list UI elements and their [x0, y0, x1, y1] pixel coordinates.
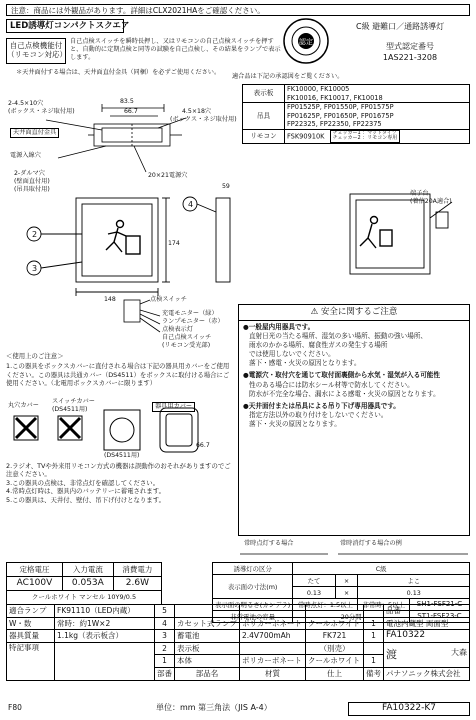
usage-notes-2	[6, 462, 232, 504]
usage-item: 4.常時点灯時は、器具内のバッテリーに蓄電されます。	[6, 487, 165, 496]
led-label: 点検表示灯	[162, 326, 193, 333]
knockout-label: (壁面直付用)	[14, 178, 50, 185]
usage-item: 1.この器具をボックスカバーに直付される場合は下記の器具用カバーをご使用ください。この器具は共通カバー（DS4511）をボックスに取付ける場合にご使用ください。（北電用ボックスカバーに限ります）	[6, 362, 230, 388]
cond-val: ×	[335, 575, 358, 587]
table-row	[213, 563, 470, 575]
cond-val: 常時点灯：1.5以上	[293, 599, 358, 611]
safety-line: 直射日光の当たる場所、湿気の多い場所、振動の強い場所、	[249, 332, 428, 341]
table-row	[7, 630, 470, 643]
parts-cell: 本体	[175, 655, 240, 668]
parts-cell: 2.4V700mAh	[240, 630, 306, 643]
safety-head: ●一般屋内用器具です。	[243, 323, 315, 331]
cond-key: 表示面の寸法(m)	[213, 575, 293, 599]
parts-cell: ポリカーボネート	[240, 617, 306, 630]
conform-line: FK10000, FK10005	[287, 85, 350, 93]
parts-cell: 1	[364, 617, 384, 630]
ceiling-note: ＊天井面付する場合は、天井面直付金具（同梱）を必ずご使用ください。	[16, 69, 221, 76]
safety-line: 雨水のかかる場所、腐食性ガスの発生する場所	[249, 341, 388, 350]
remote-note-line: チェッカー1 ：マットタイプ	[332, 129, 397, 136]
parts-cell	[364, 605, 384, 618]
notice-banner: 注意：商品には外観品があります。詳細はCLX2021HAをご確認ください。	[6, 4, 470, 16]
conform-line: FSK90910K	[287, 132, 325, 141]
other-label: 自己点検スイッチ	[162, 334, 212, 341]
parts-cell: 電池内蔵型 両面型	[384, 617, 470, 630]
conform-note: 適合品は下記の承認図をご覧ください。	[232, 73, 344, 80]
parts-cell: 4	[155, 617, 175, 630]
cover-label: 66.7	[196, 442, 210, 449]
warning-icon: ⚠	[310, 307, 321, 317]
table-row	[213, 575, 470, 587]
parts-cell: 部品名	[175, 667, 240, 680]
cover-label: 器具用カバー	[152, 402, 195, 412]
parts-cell	[240, 642, 306, 655]
approval-mark: 大森	[451, 648, 467, 657]
cond-header: 誘導灯の区分	[213, 563, 293, 575]
wiring-left-title: 常時点灯する場合	[244, 540, 294, 547]
spec-header: 消費電力	[113, 563, 161, 577]
parts-cell: 適合ランプ	[7, 605, 55, 618]
model-header: C級 避難口／通路誘導灯	[356, 22, 445, 31]
parts-cell: 5	[155, 605, 175, 618]
conform-table	[242, 84, 470, 144]
parts-cell: FK721	[306, 630, 364, 643]
callout-number: 4	[188, 200, 194, 209]
safety-line: 性のある場合には防水シール材等で防水してください。	[249, 380, 414, 389]
parts-cell	[175, 605, 240, 618]
parts-cell: 蓄電池	[175, 630, 240, 643]
document-number: FA10322-K7	[348, 702, 470, 716]
parts-cell: 3	[155, 630, 175, 643]
remote-note-line: チェッカー2 ：リモコン専用	[332, 135, 398, 142]
type-cert-number: 1AS221-3208	[382, 53, 438, 62]
dim-label: 4.5×18穴	[182, 108, 212, 115]
dim-label: (ボックス・ネジ取付用)	[8, 108, 75, 115]
type-cert-label: 型式認定番号	[386, 42, 434, 51]
cond-val: ×	[335, 587, 358, 599]
wire-entry-label: 電源入線穴	[10, 152, 41, 159]
remote-note	[330, 130, 401, 143]
usage-item: 5.この器具は、天井付、壁付、吊下げ付けとなります。	[6, 495, 165, 504]
parts-cell: W・数	[7, 617, 55, 630]
safety-title-text: 安全に関するご注意	[320, 307, 398, 317]
parts-cell: 1	[155, 655, 175, 668]
parts-cell	[240, 605, 306, 618]
table-row	[7, 563, 162, 577]
parts-cell: クールホワイト	[306, 617, 364, 630]
self-check-line-2: （リモコン対応）	[7, 50, 67, 60]
parts-cell: 備考	[364, 667, 384, 680]
conform-line: FK10016, FK10017, FK10018	[287, 93, 383, 102]
conform-key: リモコン	[243, 129, 285, 143]
parts-cell: 2	[155, 642, 175, 655]
approval-cell	[384, 642, 470, 667]
table-row	[243, 129, 470, 143]
parts-cell: （別売）	[306, 642, 364, 655]
svg-text:認定: 認定	[299, 38, 313, 46]
usage-item: 2.ラジオ、TVや外来用リモコン方式の機器は誤動作のおそれがありますのでご注意ください。	[6, 462, 231, 479]
parts-cell: パナソニック株式会社	[384, 667, 470, 680]
safety-line: 指定方法以外の取り付けをしないでください。	[249, 410, 388, 419]
cond-val: たて	[293, 575, 335, 587]
parts-cell: カセット式ランプ	[175, 617, 240, 630]
table-row	[7, 591, 162, 605]
approval-mark: 渡	[386, 648, 397, 661]
dim-label: 66.7	[124, 108, 138, 115]
safety-line: では使用しないでください。	[249, 350, 335, 359]
footer-unit: 単位：mm 第三角法（JIS A-4）	[156, 703, 272, 712]
parts-cell: FK91110（LED内蔵）	[55, 605, 155, 618]
callout-number: 3	[32, 264, 38, 273]
conform-value	[285, 85, 470, 103]
parts-cell: 器具質量	[7, 630, 55, 643]
parts-cell	[306, 605, 364, 618]
dim-label: 2-4.5×10穴	[8, 100, 44, 107]
spec-header: 定格電圧	[7, 563, 63, 577]
usage-title: ＜使用上のご注意＞	[6, 352, 64, 360]
led-label: 充電モニター（緑）	[162, 310, 218, 317]
dim-label: (ボックス・ネジ取付用)	[170, 116, 237, 123]
cond-val: 0.13	[293, 587, 335, 599]
cover-label: (DS4511用)	[104, 452, 140, 459]
safety-box	[238, 304, 470, 536]
dim-label: 148	[104, 296, 116, 303]
cond-key: 非常電池の容量	[213, 611, 293, 623]
conform-line: FP01625P, FP01650P, FP01675P	[287, 111, 394, 120]
spec-value: 2.6W	[113, 577, 161, 591]
cond-val: よこ	[358, 575, 470, 587]
dim-label: 83.5	[120, 98, 134, 105]
safety-line: 落下・感電・火災の原因となります。	[249, 359, 361, 368]
conform-key: 表示板	[243, 85, 285, 103]
parts-cell: クールホワイト	[306, 655, 364, 668]
parts-cell: 1	[364, 655, 384, 668]
parts-cell: 表示板	[175, 642, 240, 655]
cover-label: (DS4511用)	[52, 406, 88, 413]
cover-label: 丸穴カバー	[8, 402, 39, 409]
table-row	[243, 103, 470, 130]
cond-key: 表示面の明るさ(カンデラ)	[213, 599, 293, 611]
cover-label: スイッチカバー	[52, 398, 95, 405]
cond-val: 0.13	[358, 587, 470, 599]
conform-key: 吊具	[243, 103, 285, 130]
conform-value	[285, 103, 470, 130]
led-label: ランプモニター（赤）	[162, 318, 224, 325]
usage-item: 3.この器具の点検は、非常点灯を確認してください。	[6, 478, 160, 487]
parts-cell: 1	[364, 630, 384, 643]
table-row	[7, 617, 470, 630]
usage-notes	[6, 352, 232, 388]
terminal-label: (着信20A適合)	[410, 198, 452, 205]
parts-cell: 部番	[155, 667, 175, 680]
spec-value: 0.053A	[62, 577, 113, 591]
footer	[6, 702, 470, 716]
knockout-label: (吊具取付用)	[14, 186, 50, 193]
parts-cell: 1.1kg（表示板含）	[55, 630, 155, 643]
check-switch-label: 点検スイッチ	[150, 296, 187, 303]
parts-cell: 特記事項	[7, 642, 55, 680]
ceiling-bracket-label: 天井面直付金具	[10, 128, 59, 138]
knockout-label: 2-ダルマ穴	[14, 170, 45, 177]
wiring-lines	[238, 548, 470, 560]
table-row	[7, 605, 470, 618]
side-code: SH1-FSF21-C	[410, 599, 470, 611]
page-title: LED誘導灯コンパクトスクエア	[6, 19, 124, 33]
parts-table	[6, 604, 470, 681]
parts-cell	[364, 642, 384, 655]
parts-cell: 材質	[240, 667, 306, 680]
safety-title	[239, 305, 469, 321]
safety-head: ●天井面付または吊具による吊り下げ専用器具です。	[243, 401, 400, 410]
cond-val: 非常時：5以上	[358, 599, 410, 611]
dim-label: 174	[168, 240, 180, 247]
cond-val: 20分間	[293, 611, 410, 623]
conform-value	[285, 129, 470, 143]
parts-cell: 品番	[384, 605, 470, 618]
self-check-line-1: 自己点検機能付	[9, 41, 63, 50]
certification-seal-icon	[282, 17, 330, 65]
parts-cell: FA10322	[384, 630, 470, 643]
conform-line: FP01525P, FP01550P, FP01575P	[287, 103, 394, 112]
wiring-right-title: 常時消灯する場合の例	[340, 540, 402, 547]
safety-line: 落下・火災の原因となります。	[249, 419, 341, 428]
terminal-label: 端子台	[410, 190, 429, 197]
conform-line: FP22325, FP22350, FP22375	[287, 120, 382, 129]
footer-left: F80	[8, 703, 22, 712]
safety-line: 防水が不完全な場合、漏水による感電・火災の原因となります。	[249, 389, 440, 398]
side-code: ST1-FSF23-C	[410, 611, 470, 623]
spec-color: クールホワイト マンセル 10Y9/0.5	[7, 591, 162, 605]
table-row	[7, 642, 470, 655]
table-row	[243, 85, 470, 103]
safety-body	[239, 321, 469, 431]
parts-cell: 仕上	[306, 667, 364, 680]
self-check-description: 自己点検スイッチを瞬時長押し、又はリモコンの自己点検スイッチを押すと、自動的に定期点検と同等の試験を自己点検し、その結果をランプで表示します。	[70, 38, 281, 62]
other-label: (リモコン受光部)	[162, 342, 211, 349]
self-check-box	[6, 38, 66, 64]
safety-head: ●電源穴・取付穴を通じて取付面裏側から水気・湿気が入る可能性	[243, 371, 440, 380]
hole-label: 20×21電源穴	[148, 172, 188, 179]
parts-cell: ポリカーボネート	[240, 655, 306, 668]
dim-label: 59	[222, 183, 230, 190]
spec-table	[6, 562, 162, 605]
table-row	[7, 577, 162, 591]
callout-number: 2	[32, 230, 38, 239]
parts-cell: 常時：約1W×2	[55, 617, 155, 630]
spec-header: 入力電流	[62, 563, 113, 577]
spec-value: AC100V	[7, 577, 63, 591]
cond-grade: C級	[293, 563, 470, 575]
